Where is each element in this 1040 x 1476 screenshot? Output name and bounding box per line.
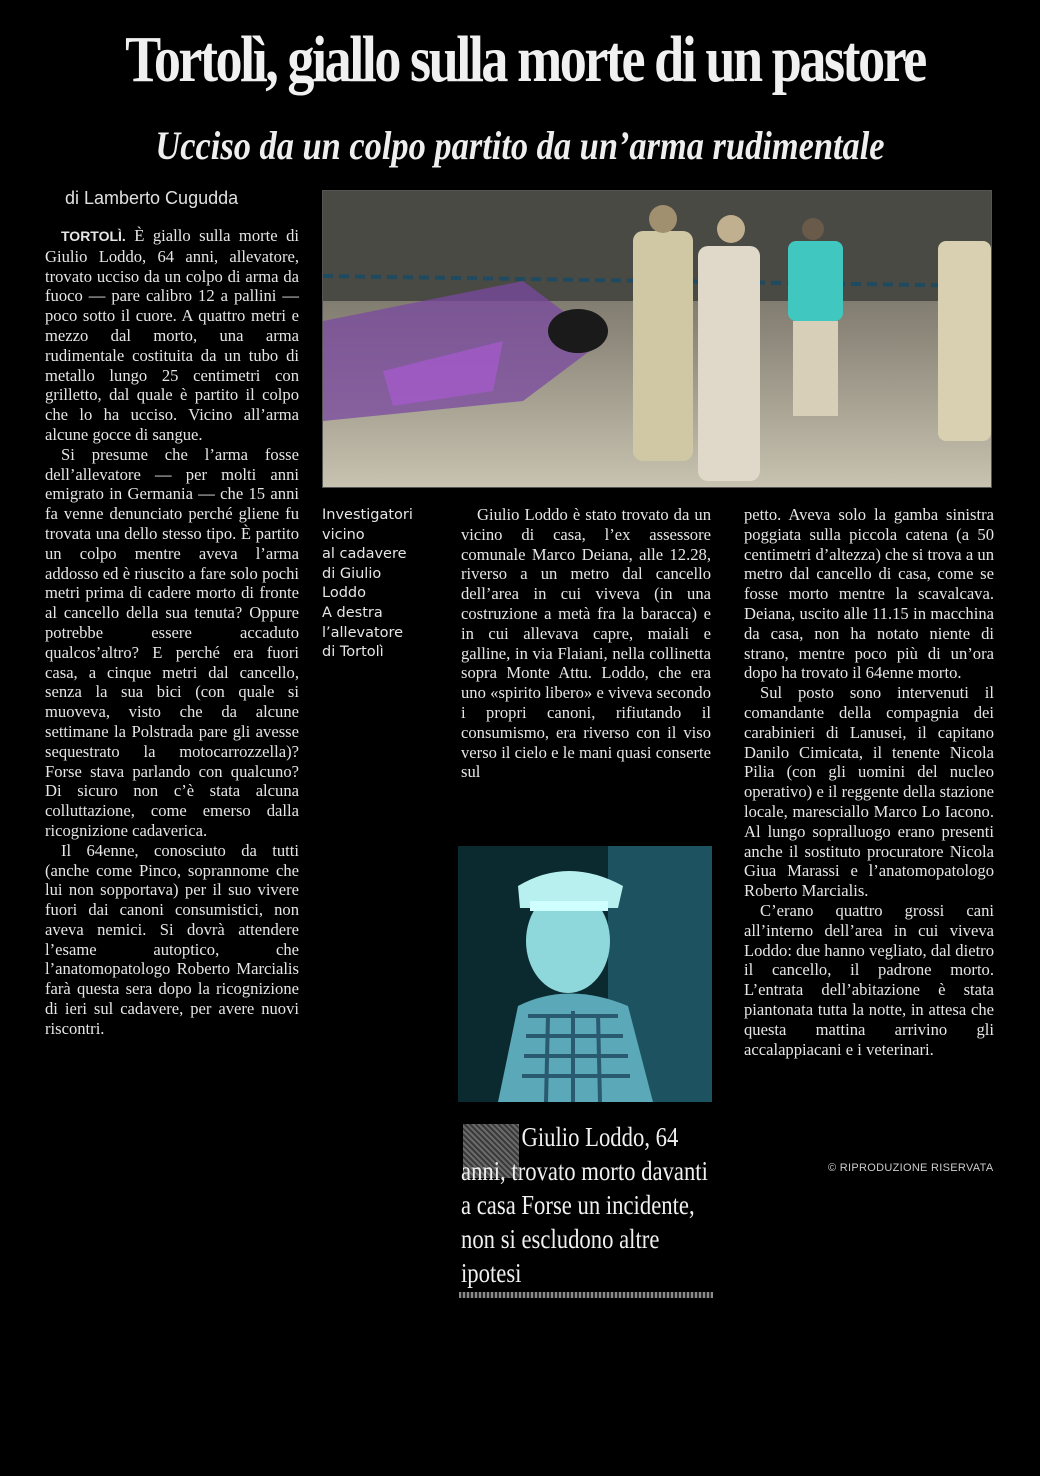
paragraph: Si presume che l’arma fosse dell’allevatore — per molti anni emigrato in Germania — che 15 anni fa venne denunciato perché gliene fu trovata una dello stesso tipo. È partito un colpo mentre aveva l’arma addosso ed è riuscito a fare solo pochi metri prima di cadere morto di fronte al cancello della sua tenuta? Oppure potrebbe essere accaduto qualcos’altro? E perché era fuori casa, a cinque metri dal cancello, senza la sua bici (con quale si muoveva, visto che da alcune settimane la Polstrada pare gli avesse sequestrato la motocarrozzella)? Forse stava parlando con qualcuno? Di sicuro non c’è stata alcuna colluttazione, come emerso dalla ricognizione cadaverica.	[45, 444, 299, 840]
copyright-notice: © RIPRODUZIONE RISERVATA	[828, 1162, 994, 1174]
caption-line: vicino	[322, 526, 365, 543]
article-column-2	[461, 505, 711, 782]
caption-line: di Giulio	[322, 565, 382, 582]
paragraph-text: È giallo sulla morte di Giulio Loddo, 64 anni, allevatore, trovato ucciso da un colpo di arma da fuoco — pare calibro 12 a pallini — poco sotto il cuore. A quattro metri e mezzo dal morto, una arma rudimentale costituita da un tubo di metallo lungo 25 centimetri con grilletto, dal quale è partito il colpo che lo ha ucciso. Vicino all’arma alcune gocce di sangue.	[45, 226, 299, 444]
article-column-3	[744, 505, 994, 1059]
caption-line: A destra	[322, 604, 383, 621]
paragraph	[45, 226, 299, 445]
portrait-photo	[458, 846, 712, 1102]
subtitle: Ucciso da un colpo partito da un’arma rudimentale	[155, 123, 885, 168]
byline: di Lamberto Cugudda	[65, 188, 239, 208]
paragraph: Giulio Loddo è stato trovato da un vicino di casa, l’ex assessore comunale Marco Deiana, alle 12.28, riverso a un metro dal cancello dell’area in cui viveva (in una costruzione a metà fra la baracca) e in cui allevava capre, maiali e galline, in via Flaiani, nella collinetta sopra Monte Attu. Loddo, che era uno «spirito libero» e viveva secondo i propri canoni, rifiutando il consumismo, era riverso con il viso verso il cielo e le mani quasi conserte sul	[461, 505, 711, 782]
paragraph: Sul posto sono intervenuti il comandante della compagnia dei carabinieri di Lanusei, il capitano Danilo Cimicata, il tenente Nicola Pilia (con gli uomini del nucleo operativo) e il reggente della stazione locale, maresciallo Marco Lo Iacono. Al lungo sopralluogo erano presenti anche il sostituto procuratore Nicola Giua Marassi e l’anatomopatologo Roberto Marcialis.	[744, 683, 994, 901]
paragraph: petto. Aveva solo la gamba sinistra poggiata sulla piccola catena (a 50 centimetri d’altezza) che si trova a un metro dal cancello di casa, come se fosse morto mentre la scavalcava. Deiana, uscito alle 11.15 in macchina da casa, non ha notato niente di strano, mentre poco più di un’ora dopo ha trovato il 64enne morto.	[744, 505, 994, 683]
crime-scene-photo	[322, 190, 992, 488]
article-column-1	[45, 226, 299, 1039]
caption-line: al cadavere	[322, 546, 407, 563]
pullquote	[461, 1120, 713, 1290]
caption-line: Loddo	[322, 585, 366, 602]
caption-line: di Tortolì	[322, 644, 384, 661]
headline: Tortolì, giallo sulla morte di un pastore	[125, 23, 925, 96]
paragraph: C’erano quattro grossi cani all’interno dell’area in cui viveva Loddo: due hanno vegliato, dal dietro il cancello, il padrone morto. L’entrata dell’abitazione è stata piantonata tutta la notte, in attesa che questa mattina arrivino gli accalappiacani e i veterinari.	[744, 900, 994, 1059]
dateline: TORTOLÌ.	[61, 228, 126, 244]
paragraph: Il 64enne, conosciuto da tutti (anche come Pinco, soprannome che lui non sopportava) per il suo vivere fuori dai canoni consumistici, non aveva nemici. Si dovrà attendere l’esame autoptico, che l’anatomopatologo Roberto Marcialis farà questa sera dopo la ricognizione di ieri sul cadavere, per avere nuovi riscontri.	[45, 840, 299, 1038]
caption-line: Investigatori	[322, 507, 413, 523]
pullquote-text: Giulio Loddo, 64 anni, trovato morto davanti a casa Forse un incidente, non si escludono altre ipotesi	[461, 1122, 708, 1288]
pullquote-rule	[459, 1292, 713, 1298]
photo-caption	[322, 506, 442, 663]
caption-line: l’allevatore	[322, 624, 404, 641]
